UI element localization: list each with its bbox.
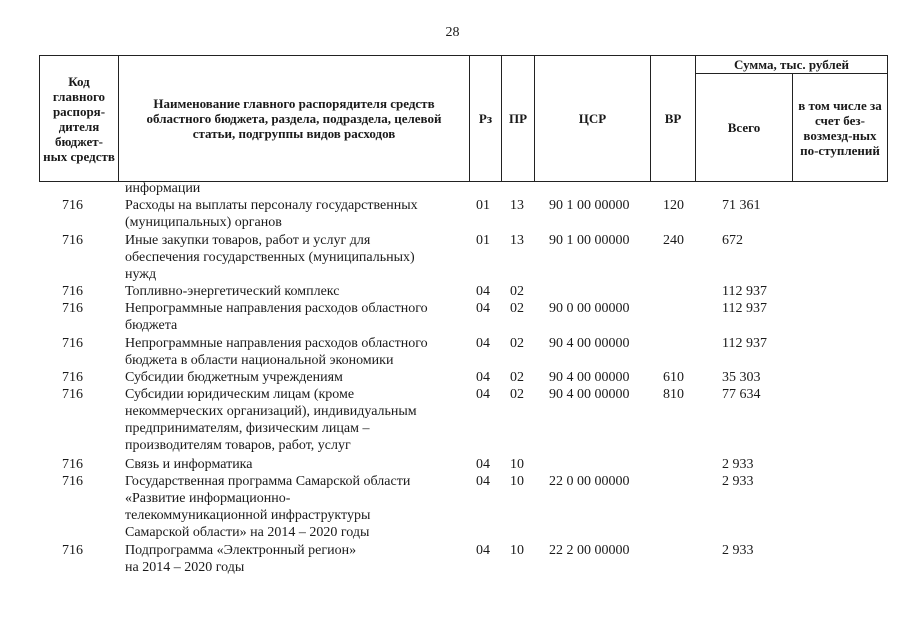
header-sum: Сумма, тыс. рублей <box>734 57 849 72</box>
cell-vr: 810 <box>663 387 684 402</box>
cell-name: Государственная программа Самарской области «Развитие информационно- телекоммуникационной инфраструктуры Самарской области» на 2014 – 2020 годы <box>125 474 411 540</box>
cell-code: 716 <box>62 336 83 351</box>
cell-code: 716 <box>62 301 83 316</box>
cell-pr: 10 <box>510 474 524 489</box>
cell-csr: 22 0 00 00000 <box>549 474 630 489</box>
cell-sum: 77 634 <box>722 387 761 402</box>
cell-name: Подпрограмма «Электронный регион» на 2014 – 2020 годы <box>125 543 357 575</box>
cell-csr: 90 4 00 00000 <box>549 387 630 402</box>
cell-rz: 04 <box>476 474 490 489</box>
cell-sum: 112 937 <box>722 284 767 299</box>
header-csr: ЦСР <box>578 111 607 126</box>
header-total: Всего <box>727 120 761 135</box>
cell-pr: 13 <box>510 198 524 213</box>
cell-sum: 2 933 <box>722 474 754 489</box>
cell-sum: 112 937 <box>722 301 767 316</box>
cell-rz: 04 <box>476 301 490 316</box>
cell-pr: 10 <box>510 543 524 558</box>
cell-pr: 02 <box>510 387 524 402</box>
cell-code: 716 <box>62 284 83 299</box>
header-col-line <box>792 73 793 182</box>
cell-vr: 240 <box>663 233 684 248</box>
cell-rz: 01 <box>476 233 490 248</box>
cell-sum: 35 303 <box>722 370 761 385</box>
cell-code: 716 <box>62 198 83 213</box>
cell-name: Топливно-энергетический комплекс <box>125 284 340 299</box>
header-col-line <box>887 55 888 182</box>
cell-code: 716 <box>62 233 83 248</box>
cell-csr: 22 2 00 00000 <box>549 543 630 558</box>
header-col-line <box>118 55 119 182</box>
cell-code: 716 <box>62 474 83 489</box>
cell-name: Расходы на выплаты персоналу государственных (муниципальных) органов <box>125 198 418 230</box>
cell-sum: 2 933 <box>722 543 754 558</box>
cell-sum: 2 933 <box>722 457 754 472</box>
header-name: Наименование главного распорядителя средств областного бюджета, раздела, подраздела, целевой статьи, подгруппы видов расходов <box>146 96 442 141</box>
cell-name: Субсидии бюджетным учреждениям <box>125 370 343 385</box>
cell-pr: 02 <box>510 284 524 299</box>
header-incl: в том числе за счет без-возмезд-ных по-ступлений <box>798 97 882 158</box>
cell-code: 716 <box>62 370 83 385</box>
cell-name: Непрограммные направления расходов областного бюджета в области национальной экономики <box>125 336 428 368</box>
cell-code: 716 <box>62 543 83 558</box>
cell-csr: 90 4 00 00000 <box>549 336 630 351</box>
cell-pr: 13 <box>510 233 524 248</box>
cell-name: информации <box>125 181 201 196</box>
table-header <box>39 55 888 182</box>
cell-rz: 04 <box>476 336 490 351</box>
cell-pr: 02 <box>510 301 524 316</box>
cell-csr: 90 1 00 00000 <box>549 198 630 213</box>
cell-sum: 672 <box>722 233 743 248</box>
cell-rz: 04 <box>476 387 490 402</box>
cell-rz: 01 <box>476 198 490 213</box>
cell-code: 716 <box>62 387 83 402</box>
cell-code: 716 <box>62 457 83 472</box>
header-rz: Рз <box>478 111 493 126</box>
cell-csr: 90 1 00 00000 <box>549 233 630 248</box>
cell-rz: 04 <box>476 370 490 385</box>
header-pr: ПР <box>508 111 528 126</box>
cell-pr: 02 <box>510 336 524 351</box>
cell-vr: 120 <box>663 198 684 213</box>
cell-csr: 90 0 00 00000 <box>549 301 630 316</box>
header-col-line <box>39 55 40 182</box>
cell-pr: 02 <box>510 370 524 385</box>
page-number: 28 <box>445 25 460 40</box>
cell-name: Субсидии юридическим лицам (кроме некоммерческих организаций), индивидуальным предпринимателям, физическим лицам – производителям товаров, работ, услуг <box>125 387 417 453</box>
cell-rz: 04 <box>476 457 490 472</box>
header-code: Код главного распоря-дителя бюджет-ных средств <box>43 73 115 164</box>
cell-csr: 90 4 00 00000 <box>549 370 630 385</box>
cell-name: Иные закупки товаров, работ и услуг для обеспечения государственных (муниципальных) нужд <box>125 233 415 282</box>
cell-name: Связь и информатика <box>125 457 253 472</box>
cell-rz: 04 <box>476 284 490 299</box>
cell-vr: 610 <box>663 370 684 385</box>
cell-sum: 112 937 <box>722 336 767 351</box>
cell-name: Непрограммные направления расходов областного бюджета <box>125 301 428 333</box>
cell-rz: 04 <box>476 543 490 558</box>
header-vr: ВР <box>664 111 682 126</box>
cell-sum: 71 361 <box>722 198 761 213</box>
cell-pr: 10 <box>510 457 524 472</box>
